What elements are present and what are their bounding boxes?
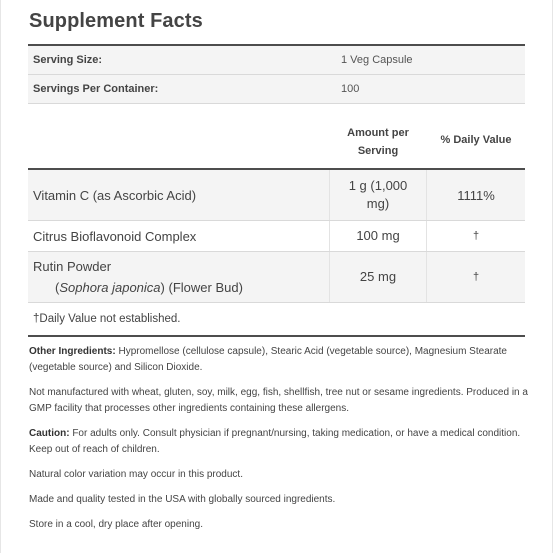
amount-line2: mg) (366, 196, 390, 211)
serving-size-row (28, 46, 525, 74)
nutrient-amount: 100 mg (329, 221, 427, 251)
rutin-name: Rutin Powder (33, 259, 112, 274)
daily-value-header: % Daily Value (440, 134, 512, 146)
daily-value: † (472, 271, 480, 283)
product-notes (29, 344, 529, 542)
table-row (28, 221, 525, 251)
servings-per-container-value: 100 (341, 83, 360, 95)
origin-note: Made and quality tested in the USA with globally sourced ingredients. (29, 494, 336, 505)
daily-value: † (472, 230, 480, 242)
table-row (28, 170, 525, 220)
amount-line1: 1 g (1,000 (348, 178, 408, 193)
caution (29, 426, 529, 458)
color-note: Natural color variation may occur in this product. (29, 469, 243, 480)
allergen-note: Not manufactured with wheat, gluten, soy, milk, egg, fish, shellfish, tree nut or sesame ingredients. Produced in a GMP facility that processes other ingredients containing these allergens. (29, 387, 528, 414)
page-title: Supplement Facts (29, 10, 203, 32)
rutin-latin-name: Sophora japonica (59, 280, 161, 295)
nutrient-name: Vitamin C (as Ascorbic Acid) (33, 187, 197, 203)
footnote: †Daily Value not established. (33, 313, 181, 325)
nutrient-name (28, 256, 329, 298)
paren-open: ( (55, 280, 60, 295)
amount-per-serving-header (329, 124, 427, 160)
nutrient-amount (329, 170, 427, 220)
nutrient-amount: 25 mg (329, 252, 427, 302)
daily-value: 1111% (457, 187, 495, 203)
caution-label: Caution: (29, 428, 70, 439)
other-ingredients-text: Hypromellose (cellulose capsule), Stearic Acid (vegetable source), Magnesium Stearate (vegetable source) and Silicon Dioxide. (29, 346, 507, 373)
amount-header-line2: Serving (357, 145, 399, 157)
table-row (28, 252, 525, 302)
rutin-source (33, 277, 329, 298)
serving-size-value: 1 Veg Capsule (341, 54, 413, 66)
amount-header-line1: Amount per (347, 127, 409, 139)
caution-text: For adults only. Consult physician if pregnant/nursing, taking medication, or have a medical condition. Keep out of reach of children. (29, 428, 521, 455)
paren-close: ) (160, 280, 165, 295)
servings-per-container-label: Servings Per Container: (33, 83, 159, 95)
storage-note: Store in a cool, dry place after opening. (29, 519, 203, 530)
table-header-row (28, 104, 525, 168)
serving-size-label: Serving Size: (33, 54, 103, 66)
other-ingredients-label: Other Ingredients: (29, 346, 116, 357)
servings-per-container-row (28, 75, 525, 103)
nutrient-name: Citrus Bioflavonoid Complex (33, 228, 197, 244)
other-ingredients (29, 344, 529, 376)
rutin-part: (Flower Bud) (164, 280, 243, 295)
bottom-rule (28, 335, 525, 337)
supplement-facts-table (28, 44, 525, 337)
